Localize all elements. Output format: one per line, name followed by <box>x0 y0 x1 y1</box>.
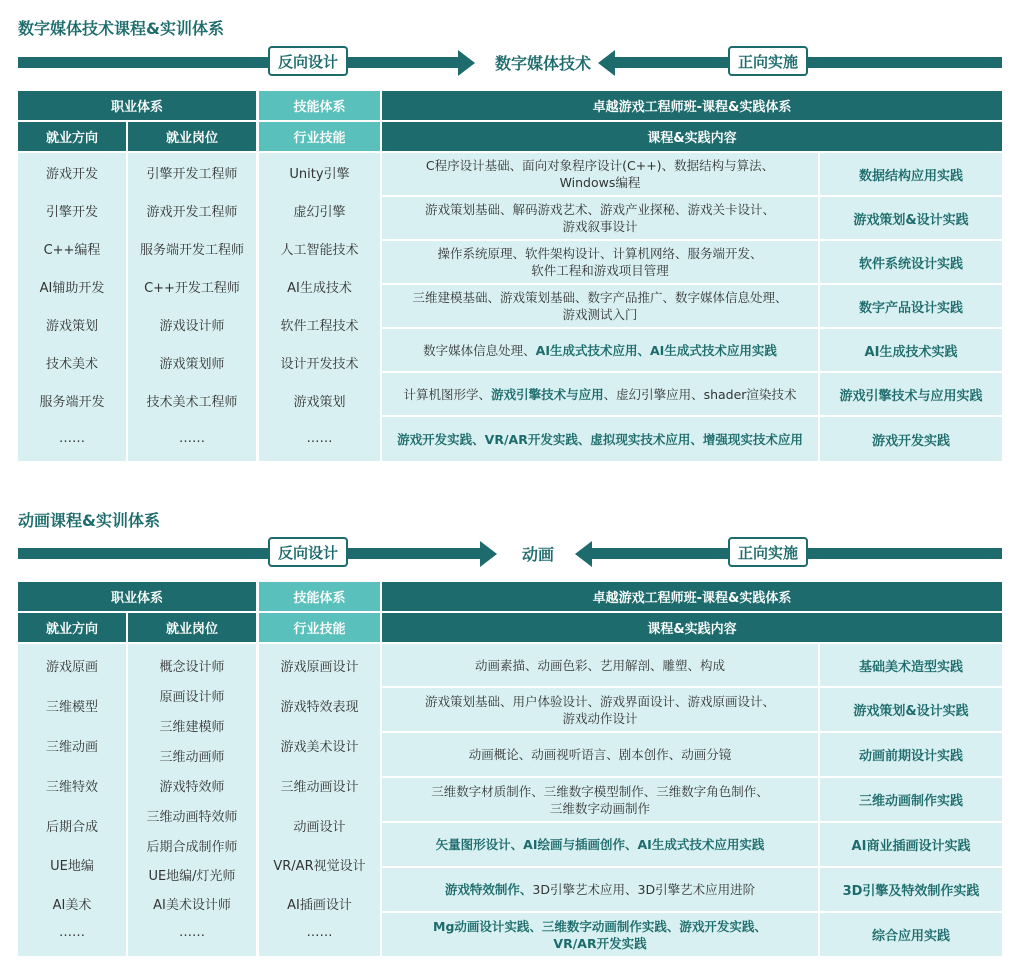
header-career-system: 职业体系 <box>18 91 256 120</box>
list-item: 游戏特效表现 <box>280 699 359 715</box>
list-item: 技术美术 <box>45 356 98 372</box>
course-row-content <box>382 688 818 731</box>
course-row-content <box>382 329 818 371</box>
list-item: 游戏设计师 <box>159 318 225 334</box>
header-position: 就业岗位 <box>128 122 256 151</box>
reverse-design-label: 反向设计 <box>268 46 348 76</box>
course-row-content <box>382 778 818 821</box>
content-line: 游戏策划基础、解码游戏艺术、游戏产业探秘、游戏关卡设计、 <box>424 202 775 217</box>
content-highlight: VR/AR开发实践 <box>553 935 647 951</box>
list-item: 服务端开发工程师 <box>139 242 244 258</box>
list-item: 游戏美术设计 <box>280 739 359 755</box>
course-table-digital-media <box>18 91 1002 461</box>
list-item: 游戏原画 <box>45 659 98 675</box>
header-direction: 就业方向 <box>18 613 126 642</box>
arrow-left-icon <box>575 541 592 567</box>
practice-cell: 游戏开发实践 <box>820 417 1002 461</box>
header-skill-system: 技能体系 <box>259 582 380 611</box>
header-position: 就业岗位 <box>128 613 256 642</box>
arrow-left-icon <box>598 50 615 76</box>
list-item: Unity引擎 <box>289 166 350 182</box>
list-item: 后期合成制作师 <box>146 839 238 855</box>
content-line: 软件工程和游戏项目管理 <box>531 263 669 278</box>
position-column <box>128 644 256 956</box>
list-item: …… <box>59 924 85 940</box>
course-row-content <box>382 241 818 283</box>
section-title-animation: 动画课程&实训体系 <box>18 511 160 530</box>
list-item: AI美术 <box>52 897 92 913</box>
practice-cell: 数字产品设计实践 <box>820 285 1002 327</box>
center-label: 数字媒体技术 <box>494 53 591 73</box>
list-item: 游戏特效师 <box>159 779 225 795</box>
list-item: 后期合成 <box>45 819 98 835</box>
list-item: AI美术设计师 <box>153 897 231 913</box>
section-title-digital-media: 数字媒体技术课程&实训体系 <box>18 19 224 38</box>
course-row-content <box>382 913 818 956</box>
flow-line-left <box>18 548 480 559</box>
practice-cell: 游戏策划&设计实践 <box>820 197 1002 239</box>
list-item: UE地编 <box>50 858 94 874</box>
list-item: UE地编/灯光师 <box>148 868 236 884</box>
content-text: 动画素描、动画色彩、艺用解剖、雕塑、构成 <box>474 657 725 673</box>
list-item: …… <box>306 430 333 446</box>
flow-line-left <box>18 57 458 68</box>
content-line: 游戏动作设计 <box>562 710 638 726</box>
direction-column <box>18 153 126 461</box>
list-item: 软件工程技术 <box>280 318 359 334</box>
content-line: C程序设计基础、面向对象程序设计(C++)、数据结构与算法、 <box>425 158 775 173</box>
list-item: 三维建模师 <box>159 719 225 735</box>
course-row-content <box>382 373 818 415</box>
practice-cell: 游戏策划&设计实践 <box>820 688 1002 731</box>
list-item: …… <box>179 924 205 940</box>
header-industry-skill: 行业技能 <box>259 613 380 642</box>
list-item: C++编程 <box>43 242 101 258</box>
list-item: 服务端开发 <box>39 394 105 410</box>
course-row-content <box>382 197 818 239</box>
header-career-system: 职业体系 <box>18 582 256 611</box>
header-course-content: 课程&实践内容 <box>382 613 1002 642</box>
content-text: 数字媒体信息处理、 <box>423 342 536 358</box>
list-item: 游戏策划 <box>293 394 346 410</box>
course-row-content <box>382 285 818 327</box>
content-text: 、虚幻引擎应用、shader渲染技术 <box>603 386 797 402</box>
content-line: 操作系统原理、软件架构设计、计算机网络、服务端开发、 <box>437 246 763 261</box>
content-line: 游戏叙事设计 <box>562 219 638 234</box>
course-table-animation <box>18 582 1002 956</box>
list-item: 技术美术工程师 <box>146 394 238 410</box>
list-item: 三维动画 <box>45 739 98 755</box>
course-row-content <box>382 417 818 461</box>
flow-bar-animation <box>18 537 1002 571</box>
list-item: 动画设计 <box>293 819 346 835</box>
content-highlight: 矢量图形设计、AI绘画与插画创作、AI生成式技术应用实践 <box>435 837 765 852</box>
arrow-right-icon <box>458 50 475 76</box>
list-item: AI插画设计 <box>287 897 352 913</box>
content-highlight: 游戏开发实践、VR/AR开发实践、虚拟现实技术应用、增强现实技术应用 <box>397 431 803 447</box>
content-text: 3D引擎艺术应用、3D引擎艺术应用进阶 <box>532 882 756 897</box>
header-course-system: 卓越游戏工程师班-课程&实践体系 <box>382 91 1002 120</box>
header-course-content: 课程&实践内容 <box>382 122 1002 151</box>
forward-implement-label: 正向实施 <box>728 537 808 567</box>
skill-column <box>259 153 380 461</box>
practice-cell: 3D引擎及特效制作实践 <box>820 868 1002 911</box>
list-item: AI生成技术 <box>287 280 352 296</box>
content-text: 动画概论、动画视听语言、剧本创作、动画分镜 <box>468 747 732 762</box>
reverse-design-label: 反向设计 <box>268 537 348 567</box>
list-item: AI辅助开发 <box>39 280 105 296</box>
content-line: Windows编程 <box>559 175 641 190</box>
list-item: 设计开发技术 <box>280 356 359 372</box>
practice-cell: 三维动画制作实践 <box>820 778 1002 821</box>
header-industry-skill: 行业技能 <box>259 122 380 151</box>
course-row-content <box>382 644 818 686</box>
practice-cell: 基础美术造型实践 <box>820 644 1002 686</box>
list-item: 游戏原画设计 <box>280 659 359 675</box>
list-item: VR/AR视觉设计 <box>273 858 366 874</box>
list-item: 原画设计师 <box>159 689 225 705</box>
flow-bar-digital-media <box>18 46 1002 80</box>
list-item: C++开发工程师 <box>144 280 240 296</box>
list-item: …… <box>179 430 205 446</box>
content-line: 三维数字动画制作 <box>549 800 650 816</box>
list-item: 概念设计师 <box>159 659 225 675</box>
direction-column <box>18 644 126 956</box>
list-item: 三维模型 <box>45 699 98 715</box>
course-row-content <box>382 868 818 911</box>
course-row-content <box>382 733 818 776</box>
list-item: 游戏开发 <box>45 166 98 182</box>
list-item: 三维动画师 <box>159 749 225 765</box>
practice-cell: 动画前期设计实践 <box>820 733 1002 776</box>
list-item: 游戏开发工程师 <box>146 204 238 220</box>
arrow-right-icon <box>480 541 497 567</box>
practice-cell: AI生成技术实践 <box>820 329 1002 371</box>
list-item: 三维特效 <box>45 779 98 795</box>
skill-column <box>259 644 380 956</box>
content-text: 计算机图形学、 <box>403 386 492 402</box>
content-line: 三维建模基础、游戏策划基础、数字产品推广、数字媒体信息处理、 <box>412 290 788 305</box>
practice-cell: 软件系统设计实践 <box>820 241 1002 283</box>
list-item: 引擎开发 <box>45 204 98 220</box>
list-item: 引擎开发工程师 <box>146 166 238 182</box>
header-direction: 就业方向 <box>18 122 126 151</box>
forward-implement-label: 正向实施 <box>728 46 808 76</box>
practice-cell: 游戏引擎技术与应用实践 <box>820 373 1002 415</box>
header-skill-system: 技能体系 <box>259 91 380 120</box>
practice-cell: 综合应用实践 <box>820 913 1002 956</box>
course-row-content <box>382 823 818 866</box>
list-item: …… <box>59 430 85 446</box>
content-highlight: 游戏特效制作、 <box>444 882 533 897</box>
position-column <box>128 153 256 461</box>
flow-line-right <box>615 57 1002 68</box>
list-item: 人工智能技术 <box>280 242 359 258</box>
header-course-system: 卓越游戏工程师班-课程&实践体系 <box>382 582 1002 611</box>
list-item: …… <box>306 924 333 940</box>
list-item: 三维动画设计 <box>280 779 359 795</box>
content-highlight: 游戏引擎技术与应用 <box>491 386 604 402</box>
list-item: 虚幻引擎 <box>293 204 346 220</box>
practice-cell: AI商业插画设计实践 <box>820 823 1002 866</box>
list-item: 游戏策划师 <box>159 356 225 372</box>
content-highlight: Mg动画设计实践、三维数字动画制作实践、游戏开发实践、 <box>433 918 767 934</box>
center-label: 动画 <box>521 544 554 564</box>
content-highlight: AI生成式技术应用、AI生成式技术应用实践 <box>535 342 777 358</box>
content-line: 游戏测试入门 <box>562 307 638 322</box>
course-row-content <box>382 153 818 195</box>
practice-cell: 数据结构应用实践 <box>820 153 1002 195</box>
content-line: 三维数字材质制作、三维数字模型制作、三维数字角色制作、 <box>431 783 769 799</box>
content-line: 游戏策划基础、用户体验设计、游戏界面设计、游戏原画设计、 <box>424 693 775 709</box>
list-item: 三维动画特效师 <box>146 809 238 825</box>
list-item: 游戏策划 <box>45 318 98 334</box>
